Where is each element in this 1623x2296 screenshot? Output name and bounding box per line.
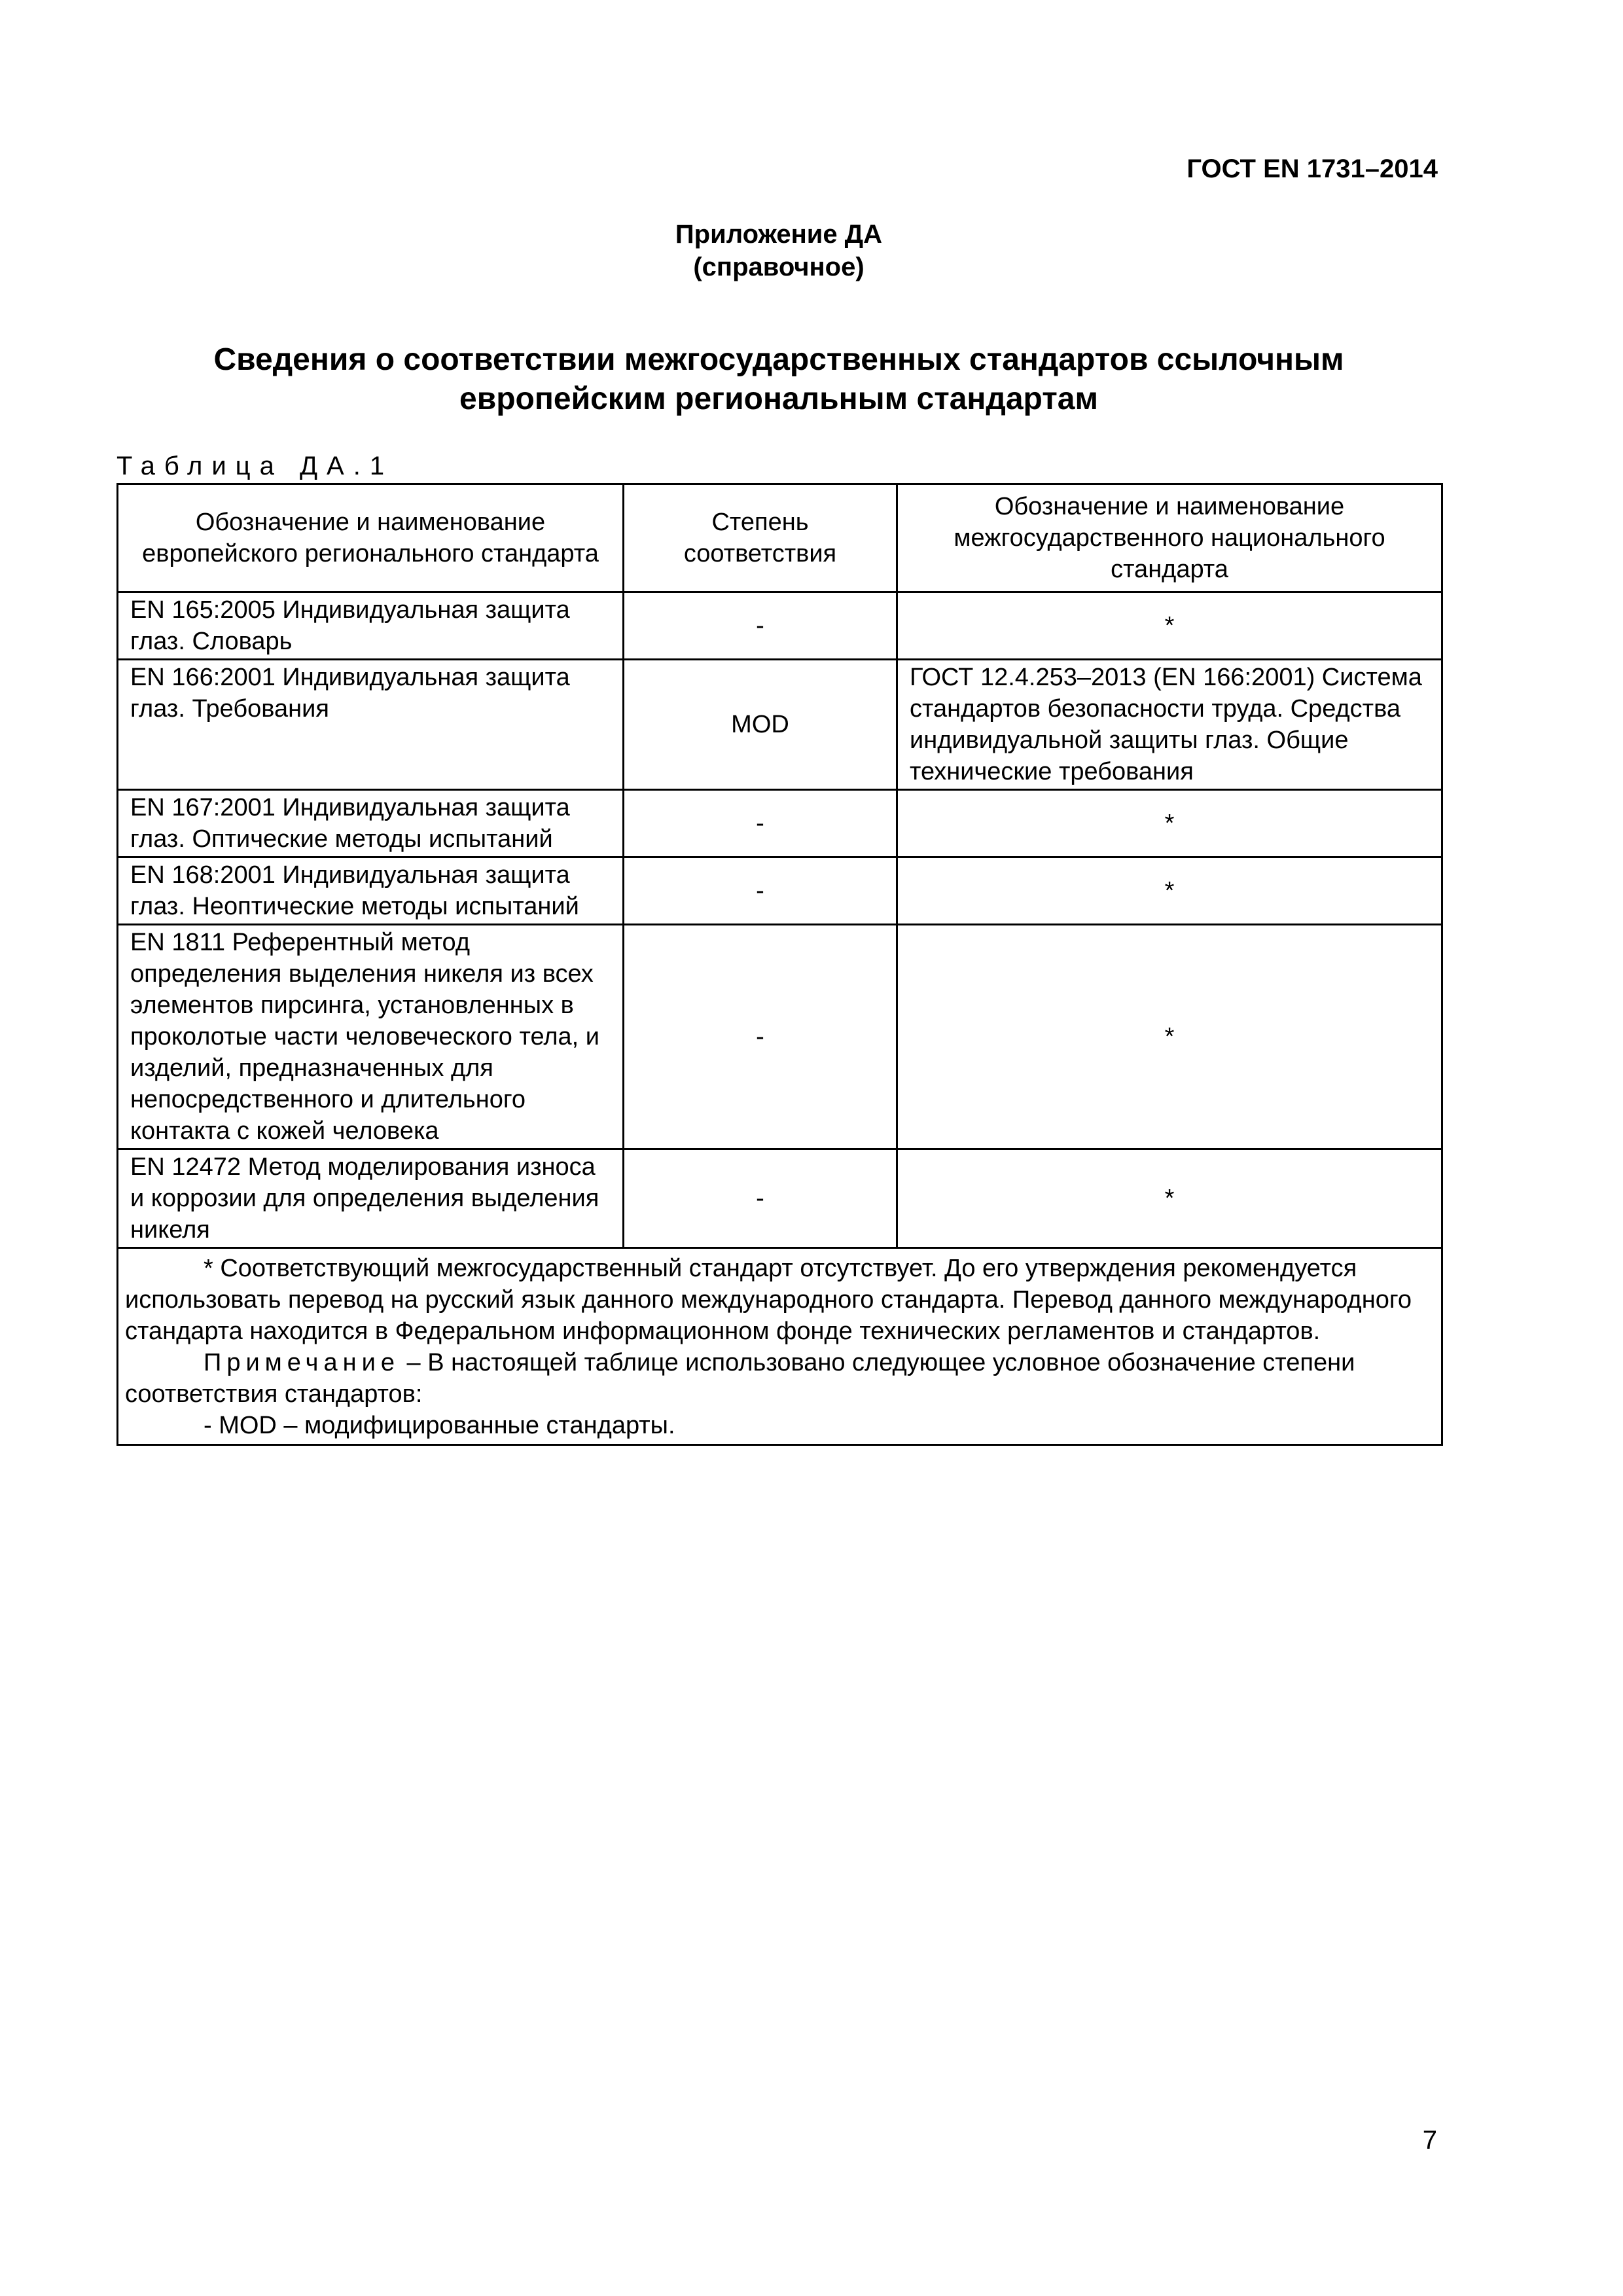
cell-european: EN 166:2001 Индивидуальная защита глаз. Требования (118, 660, 624, 790)
note-paragraph (125, 1347, 1435, 1410)
page-number: 7 (1422, 2126, 1437, 2155)
cell-degree: - (624, 1149, 897, 1248)
document-title (0, 340, 1558, 419)
cell-national: ГОСТ 12.4.253–2013 (EN 166:2001) Система стандартов безопасности труда. Средства индивидуальной защиты глаз. Общие технические требования (897, 660, 1442, 790)
table-row (118, 660, 1442, 790)
cell-national: * (897, 592, 1442, 660)
cell-national: * (897, 1149, 1442, 1248)
header-european-standard: Обозначение и наименование европейского регионального стандарта (118, 484, 624, 592)
table-row (118, 925, 1442, 1149)
annex-heading (0, 218, 1558, 283)
table-footnote (118, 1248, 1442, 1445)
cell-european: EN 168:2001 Индивидуальная защита глаз. Неоптические методы испытаний (118, 857, 624, 925)
annex-status: (справочное) (693, 253, 865, 281)
note-label: Примечание (204, 1349, 400, 1376)
cell-national: * (897, 925, 1442, 1149)
table-row (118, 790, 1442, 857)
table-footnote-row (118, 1248, 1442, 1445)
cell-degree: - (624, 925, 897, 1149)
annex-title: Приложение ДА (675, 220, 883, 249)
cell-european: EN 165:2005 Индивидуальная защита глаз. Словарь (118, 592, 624, 660)
title-line-1: Сведения о соответствии межгосударственных стандартов ссылочным (213, 342, 1344, 377)
table-header-row (118, 484, 1442, 592)
table-row (118, 1149, 1442, 1248)
cell-degree: - (624, 857, 897, 925)
cell-degree: - (624, 592, 897, 660)
cell-european: EN 1811 Референтный метод определения выделения никеля из всех элементов пирсинга, установленных в проколотые части человеческого тела, и изделий, предназначенных для непосредственного и длительного контакта с кожей человека (118, 925, 624, 1149)
header-degree: Степень соответствия (624, 484, 897, 592)
cell-national: * (897, 790, 1442, 857)
table-row (118, 592, 1442, 660)
header-national-standard: Обозначение и наименование межгосударственного национального стандарта (897, 484, 1442, 592)
note-text: – В настоящей таблице использовано следующее условное обозначение степени соответствия стандартов: (125, 1349, 1355, 1408)
table-label: Таблица ДА.1 (116, 452, 394, 480)
cell-degree: MOD (624, 660, 897, 790)
conformity-table (116, 483, 1443, 1446)
cell-degree: - (624, 790, 897, 857)
table-row (118, 857, 1442, 925)
title-line-2: европейским региональным стандартам (459, 382, 1098, 416)
asterisk-note: * Соответствующий межгосударственный стандарт отсутствует. До его утверждения рекомендуется использовать перевод на русский язык данного международного стандарта. Перевод данного международного стандарта находится в Федеральном информационном фонде технических регламентов и стандартов. (125, 1255, 1412, 1345)
cell-european: EN 12472 Метод моделирования износа и коррозии для определения выделения никеля (118, 1149, 624, 1248)
cell-national: * (897, 857, 1442, 925)
cell-european: EN 167:2001 Индивидуальная защита глаз. Оптические методы испытаний (118, 790, 624, 857)
standard-code: ГОСТ EN 1731–2014 (1186, 154, 1438, 183)
mod-legend: - MOD – модифицированные стандарты. (204, 1412, 675, 1439)
